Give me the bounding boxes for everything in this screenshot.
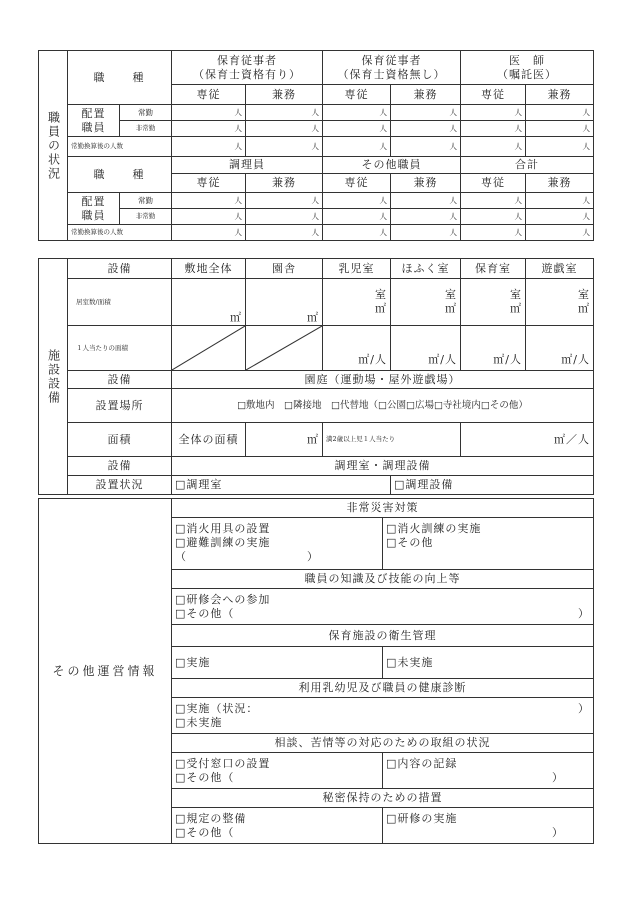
senju-header: 専従: [323, 85, 391, 105]
haichi-label: 配置 職員: [68, 105, 120, 137]
area-cell[interactable]: ㎡: [172, 279, 246, 326]
paren-close: ）: [578, 701, 590, 715]
h6-a-checkbox[interactable]: □規定の整備: [175, 811, 247, 825]
hitori-label: １人当たりの面積: [68, 326, 172, 371]
h6-c-checkbox[interactable]: □その他（: [175, 825, 235, 839]
col-hoiku: 保育室: [461, 259, 526, 279]
chorishitsu-checkbox[interactable]: □調理室: [172, 476, 391, 495]
total-area-cell[interactable]: ㎡: [246, 423, 323, 457]
kansan-label: 常勤換算後の人数: [68, 225, 172, 241]
count-cell[interactable]: 人: [246, 209, 323, 225]
per-person-cell[interactable]: ㎡/人: [526, 326, 594, 371]
room-area-cell[interactable]: 室 ㎡: [526, 279, 594, 326]
h5-left[interactable]: [172, 753, 383, 789]
h4-header: 利用乳幼児及び職員の健康診断: [172, 679, 594, 698]
count-cell[interactable]: 人: [526, 121, 594, 137]
count-cell[interactable]: 人: [391, 121, 461, 137]
col-shikichi: 敷地全体: [172, 259, 246, 279]
count-cell[interactable]: 人: [323, 105, 391, 121]
count-cell[interactable]: 人: [172, 209, 246, 225]
room-area-cell[interactable]: 室 ㎡: [461, 279, 526, 326]
col-hoiku-a: 保育従事者 （保育士資格有り）: [172, 51, 323, 85]
h1-a-checkbox[interactable]: □消火用具の設置: [175, 522, 271, 535]
chorisetsubi-checkbox[interactable]: □調理設備: [391, 476, 594, 495]
jokin-label: 常勤: [120, 193, 172, 209]
room-area-cell[interactable]: 室 ㎡: [391, 279, 461, 326]
h2-header: 職員の知識及び技能の向上等: [172, 570, 594, 589]
col-nyuji: 乳児室: [323, 259, 391, 279]
setsubi-label: 設備: [68, 457, 172, 476]
h6-header: 秘密保持のための措置: [172, 789, 594, 808]
col-ishi: 医 師 （嘱託医）: [461, 51, 594, 85]
kenmu-header: 兼務: [391, 85, 461, 105]
count-cell[interactable]: 人: [246, 193, 323, 209]
count-cell[interactable]: 人: [172, 105, 246, 121]
kansan-label: 常勤換算後の人数: [68, 137, 172, 157]
diagonal-cell: [172, 326, 246, 371]
senju-header: 専従: [461, 85, 526, 105]
count-cell[interactable]: 人: [323, 209, 391, 225]
haichi-label: 配置 職員: [68, 193, 120, 225]
count-cell[interactable]: 人: [172, 193, 246, 209]
setsubi-label: 設備: [68, 259, 172, 279]
kenmu-header: 兼務: [526, 85, 594, 105]
h2-body[interactable]: [172, 589, 594, 625]
h5-b-checkbox[interactable]: □内容の記録: [386, 756, 458, 770]
paren-close: ）: [552, 770, 564, 784]
count-cell[interactable]: 人: [526, 225, 594, 241]
count-cell[interactable]: 人: [246, 225, 323, 241]
per-person-cell[interactable]: ㎡/人: [323, 326, 391, 371]
kyoshitsu-label: 居室数/面積: [68, 279, 172, 326]
over2-area-cell[interactable]: ㎡／人: [461, 423, 594, 457]
setsubi-label: 設備: [68, 371, 172, 389]
senju-header: 専従: [172, 85, 246, 105]
senju-header: 専従: [172, 174, 246, 193]
h5-a-checkbox[interactable]: □受付窓口の設置: [175, 756, 271, 770]
h4-body[interactable]: [172, 698, 594, 734]
col-hofuku: ほふく室: [391, 259, 461, 279]
h1-c-checkbox[interactable]: □避難訓練の実施: [175, 535, 271, 549]
kenmu-header: 兼務: [246, 174, 323, 193]
count-cell[interactable]: 人: [461, 105, 526, 121]
other-section-label: その他運営情報: [39, 499, 172, 844]
col-yugi: 遊戯室: [526, 259, 594, 279]
basho-label: 設置場所: [68, 389, 172, 423]
col-hoiku-b: 保育従事者 （保育士資格無し）: [323, 51, 461, 85]
count-cell[interactable]: 人: [246, 121, 323, 137]
col-sonota: その他職員: [323, 157, 461, 174]
kenmu-header: 兼務: [526, 174, 594, 193]
jokyo-label: 設置状況: [68, 476, 172, 495]
h6-right[interactable]: [383, 808, 594, 844]
count-cell[interactable]: 人: [391, 209, 461, 225]
hijokin-label: 非常勤: [120, 121, 172, 137]
paren-close: ）: [552, 825, 564, 839]
staff-section-label: 職員の状況: [39, 51, 68, 241]
other-table: [38, 498, 594, 844]
senju-header: 専従: [461, 174, 526, 193]
count-cell[interactable]: 人: [172, 121, 246, 137]
col-chori: 調理員: [172, 157, 323, 174]
count-cell[interactable]: 人: [461, 137, 526, 157]
count-cell[interactable]: 人: [172, 137, 246, 157]
h6-b-checkbox[interactable]: □研修の実施: [386, 811, 458, 825]
h1-right[interactable]: [383, 518, 594, 570]
h3-header: 保育施設の衛生管理: [172, 625, 594, 647]
count-cell[interactable]: 人: [461, 225, 526, 241]
kenmu-header: 兼務: [246, 85, 323, 105]
count-cell[interactable]: 人: [323, 193, 391, 209]
count-cell[interactable]: 人: [526, 209, 594, 225]
per-person-cell[interactable]: ㎡/人: [461, 326, 526, 371]
count-cell[interactable]: 人: [323, 225, 391, 241]
per-person-cell[interactable]: ㎡/人: [391, 326, 461, 371]
chori-header: 調理室・調理設備: [172, 457, 594, 476]
h3-b-checkbox[interactable]: □未実施: [383, 647, 594, 679]
count-cell[interactable]: 人: [461, 193, 526, 209]
h5-right[interactable]: [383, 753, 594, 789]
entei-header: 園庭（運動場・屋外遊戯場）: [172, 371, 594, 389]
h2-a-checkbox[interactable]: □研修会への参加: [175, 592, 271, 606]
count-cell[interactable]: 人: [323, 137, 391, 157]
h5-header: 相談、苦情等の対応のための取組の状況: [172, 734, 594, 753]
col-ensha: 園舎: [246, 259, 323, 279]
count-cell[interactable]: 人: [461, 121, 526, 137]
kenmu-header: 兼務: [391, 174, 461, 193]
count-cell[interactable]: 人: [246, 137, 323, 157]
h2-b-checkbox[interactable]: □その他（: [175, 606, 235, 620]
count-cell[interactable]: 人: [461, 209, 526, 225]
facility-section-label: 施設設備: [39, 259, 68, 495]
senju-header: 専従: [323, 174, 391, 193]
col-total: 合計: [461, 157, 594, 174]
h1-header: 非常災害対策: [172, 499, 594, 518]
jokin-label: 常勤: [120, 105, 172, 121]
count-cell[interactable]: 人: [391, 137, 461, 157]
count-cell[interactable]: 人: [526, 193, 594, 209]
paren-close: ）: [578, 606, 590, 620]
count-cell[interactable]: 人: [391, 105, 461, 121]
basho-options[interactable]: □敷地内 □隣接地 □代替地（□公園□広場□寺社境内□その他）: [172, 389, 594, 423]
menseki-label: 面積: [68, 423, 172, 457]
count-cell[interactable]: 人: [323, 121, 391, 137]
count-cell[interactable]: 人: [172, 225, 246, 241]
h5-c-checkbox[interactable]: □その他（: [175, 770, 235, 784]
count-cell[interactable]: 人: [391, 225, 461, 241]
room-area-cell[interactable]: 室 ㎡: [323, 279, 391, 326]
h1-e-field[interactable]: （ ）: [175, 549, 319, 563]
h4-b-checkbox[interactable]: □未実施: [175, 715, 223, 729]
count-cell[interactable]: 人: [391, 193, 461, 209]
staff-table: [38, 50, 594, 241]
area-cell[interactable]: ㎡: [246, 279, 323, 326]
h1-d-checkbox[interactable]: □その他: [386, 535, 434, 549]
diagonal-cell: [246, 326, 323, 371]
zentai-label: 全体の面積: [172, 423, 246, 457]
hijokin-label: 非常勤: [120, 209, 172, 225]
shokushu-label: 職 種: [68, 51, 172, 105]
h4-a-checkbox[interactable]: □実施（状況：: [175, 701, 259, 715]
facility-table: [38, 258, 594, 495]
h3-a-checkbox[interactable]: □実施: [172, 647, 383, 679]
h1-left[interactable]: [172, 518, 383, 570]
count-cell[interactable]: 人: [246, 105, 323, 121]
over2-label: 満2歳以上児１人当たり: [323, 423, 461, 457]
count-cell[interactable]: 人: [526, 137, 594, 157]
count-cell[interactable]: 人: [526, 105, 594, 121]
h6-left[interactable]: [172, 808, 383, 844]
h1-b-checkbox[interactable]: □消火訓練の実施: [386, 522, 482, 535]
shokushu-label: 職 種: [68, 157, 172, 193]
